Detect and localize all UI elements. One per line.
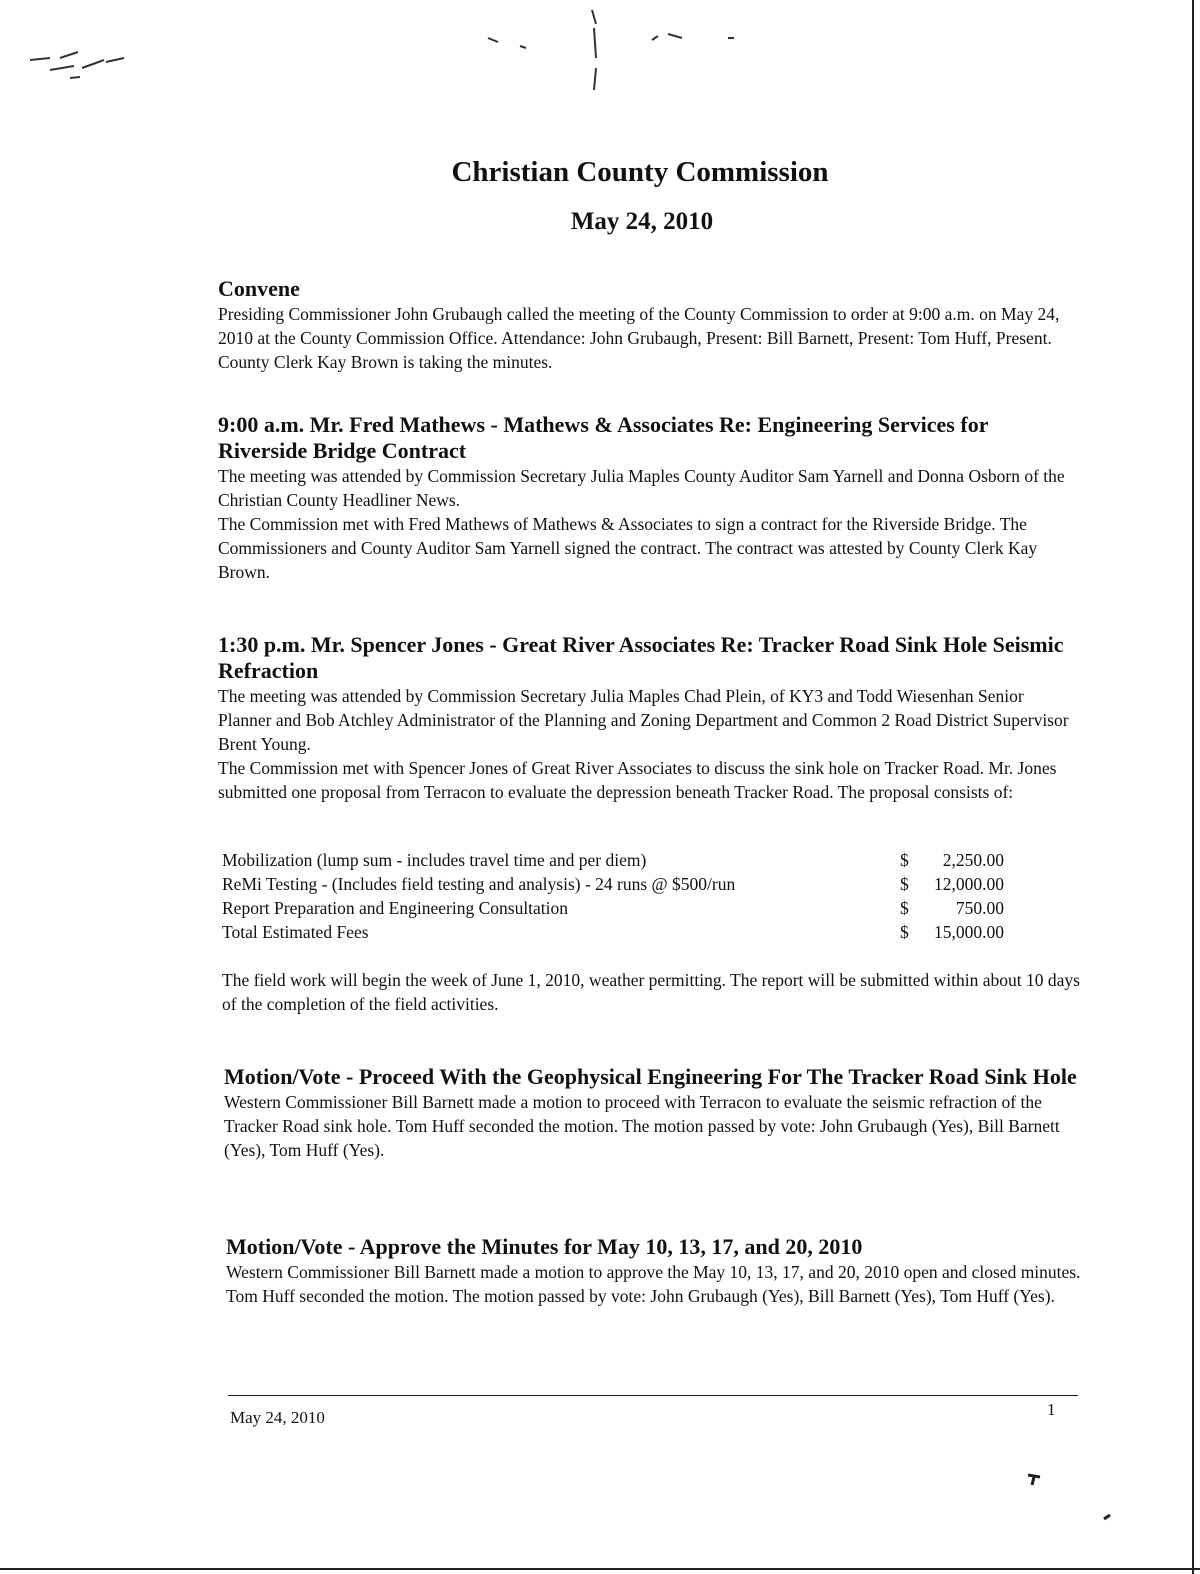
fee-label: Report Preparation and Engineering Consultation [222,898,569,918]
section-paragraph: Presiding Commissioner John Grubaugh called the meeting of the County Commission to order at 9:00 a.m. on May 24, 2010 at the County Commission Office. Attendance: John Grubaugh, Present: Bill Barnett, Present: Tom Huff, Present. County Clerk Kay Brown is taking the minutes. [218,304,1060,372]
section-tracker-road [218,632,1078,804]
scan-speckle [20,40,140,90]
scan-edge-bottom [0,1568,1200,1570]
section-heading: 9:00 a.m. Mr. Fred Mathews - Mathews & Associates Re: Engineering Services for Riverside Bridge Contract [218,412,989,463]
meeting-date: May 24, 2010 [570,208,714,235]
fee-label: ReMi Testing - (Includes field testing and analysis) - 24 runs @ $500/run [222,874,736,894]
fee-row [222,872,1022,896]
section-paragraph: Western Commissioner Bill Barnett made a motion to approve the May 10, 13, 17, and 20, 2010 open and closed minutes. Tom Huff seconded the motion. The motion passed by vote: John Grubaugh (Yes), Bill Barnett (Yes), Tom Huff (Yes). [226,1262,1081,1306]
scan-edge-right [1192,0,1194,1574]
fee-table [222,848,1022,944]
section-heading: 1:30 p.m. Mr. Spencer Jones - Great River Associates Re: Tracker Road Sink Hole Seismic Refraction [218,632,1064,683]
section-heading: Motion/Vote - Approve the Minutes for May 10, 13, 17, and 20, 2010 [226,1234,863,1259]
fee-currency: $ [900,850,909,870]
fee-row-total [222,920,1022,944]
section-motion-geophysical [224,1064,1084,1162]
fee-row [222,896,1022,920]
section-paragraph: The field work will begin the week of June 1, 2010, weather permitting. The report will be submitted within about 10 days of the completion of the field activities. [222,970,1080,1014]
fee-currency: $ [900,874,909,894]
fees-note [222,968,1082,1016]
section-paragraph: Western Commissioner Bill Barnett made a motion to proceed with Terracon to evaluate the seismic refraction of the Tracker Road sink hole. Tom Huff seconded the motion. The motion passed by vote: John Grubaugh (Yes), Bill Barnett (Yes), Tom Huff (Yes). [224,1092,1060,1160]
footer-rule [228,1395,1078,1396]
fee-amount: 12,000.00 [934,874,1004,894]
section-riverside-bridge [218,412,1078,584]
section-heading: Convene [218,276,300,301]
fee-currency: $ [900,898,909,918]
page-number: 1 [1047,1400,1056,1419]
fee-amount: 750.00 [955,898,1004,918]
fee-label: Mobilization (lump sum - includes travel time and per diem) [222,850,647,870]
fee-label: Total Estimated Fees [222,922,369,942]
fee-currency: $ [900,922,909,942]
section-paragraph: The Commission met with Fred Mathews of Mathews & Associates to sign a contract for the Riverside Bridge. The Commissioners and County Auditor Sam Yarnell signed the contract. The contract was attested by County Clerk Kay Brown. [218,514,1038,582]
section-motion-minutes [226,1234,1086,1308]
footer-date: May 24, 2010 [230,1408,325,1427]
fee-row [222,848,1022,872]
scan-speckle [1020,1465,1120,1535]
fee-amount: 15,000.00 [934,922,1004,942]
fee-amount: 2,250.00 [942,850,1004,870]
section-paragraph: The meeting was attended by Commission Secretary Julia Maples County Auditor Sam Yarnell and Donna Osborn of the Christian County Headliner News. [218,466,1065,510]
section-convene [218,276,1078,374]
section-paragraph: The meeting was attended by Commission Secretary Julia Maples Chad Plein, of KY3 and Todd Wiesenhan Senior Planner and Bob Atchley Administrator of the Planning and Zoning Department and Common 2 Road District Supervisor Brent Young. [218,686,1069,754]
section-paragraph: The Commission met with Spencer Jones of Great River Associates to discuss the sink hole on Tracker Road. Mr. Jones submitted one proposal from Terracon to evaluate the depression beneath Tracker Road. The proposal consists of: [218,758,1057,802]
page-title: Christian County Commission [451,156,829,188]
scan-speckle [480,8,740,103]
section-heading: Motion/Vote - Proceed With the Geophysical Engineering For The Tracker Road Sink Hole [224,1064,1077,1089]
